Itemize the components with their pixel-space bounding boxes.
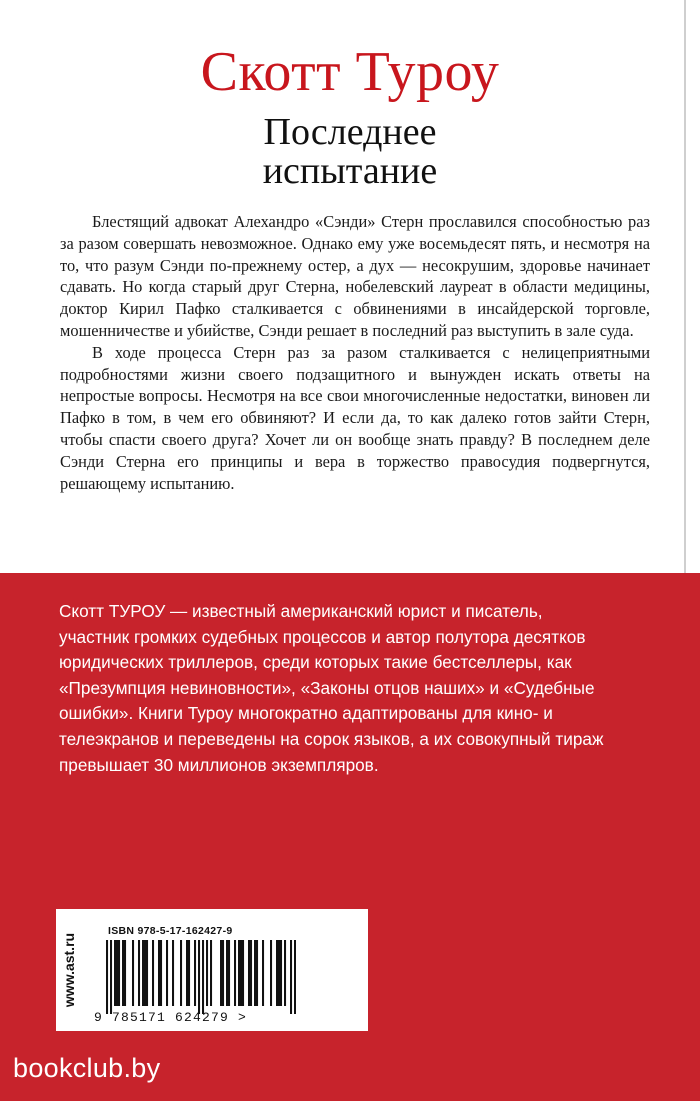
barcode-bar (188, 940, 190, 1006)
barcode-bar (142, 940, 144, 1006)
publisher-site-vertical (56, 909, 82, 1031)
barcode-bar (276, 940, 278, 1006)
barcode-bar (186, 940, 188, 1006)
barcode-bar (172, 940, 174, 1006)
annotation (60, 211, 650, 494)
barcode-bar (234, 940, 236, 1006)
barcode-bar (284, 940, 286, 1006)
barcode-bar (238, 940, 240, 1006)
barcode-bar (206, 940, 208, 1006)
barcode-bar (106, 940, 108, 1014)
ean-number: 9 785171 624279 > (94, 1010, 248, 1025)
barcode-bar (110, 940, 112, 1014)
barcode-bar (228, 940, 230, 1006)
barcode-bar (210, 940, 212, 1006)
barcode-bar (116, 940, 118, 1006)
barcode-bar (242, 940, 244, 1006)
barcode-bar (166, 940, 168, 1006)
bio-line: «Презумпция невиновности», «Законы отцов наших» и «Судебные (59, 677, 595, 698)
barcode-bar (158, 940, 160, 1006)
barcode-bar (226, 940, 228, 1006)
barcode-bar (122, 940, 124, 1006)
barcode-bar (294, 940, 296, 1014)
bio-line: ошибки». Книги Туроу многократно адаптированы для кино- и (59, 703, 553, 724)
barcode-bar (280, 940, 282, 1006)
barcode-bar (124, 940, 126, 1006)
isbn-label: ISBN 978-5-17-162427-9 (108, 925, 233, 937)
publisher-site-text: www.ast.ru (61, 932, 77, 1008)
bio-line: юридических триллеров, среди которых такие бестселлеры, как (59, 652, 572, 673)
barcode-bar (138, 940, 140, 1006)
barcode-bar (240, 940, 242, 1006)
barcode-bar (180, 940, 182, 1006)
barcode-bar (256, 940, 258, 1006)
bio-line: участник громких судебных процессов и автор полутора десятков (59, 626, 586, 647)
barcode-bar (262, 940, 264, 1006)
book-title-line-1: Последнее (263, 111, 437, 153)
barcode-bar (270, 940, 272, 1006)
barcode-bar (152, 940, 154, 1006)
author-bio (59, 599, 649, 778)
barcode-bar (198, 940, 200, 1014)
annotation-paragraph-1: Блестящий адвокат Алехандро «Сэнди» Стерн прославился способностью раз за разом совершать невозможное. Однако ему уже восемьдесят пять, и несмотря на то, что разум Сэнди по-прежнему остер, а дух — несокрушим, здоровье начинает сдавать. Но когда старый друг Стерна, нобелевский лауреат в области медицины, доктор Кирил Пафко сталкивается с обвинениями в инсайдерской торговле, мошенничестве и убийстве, Сэнди решает в последний раз выступить в зале суда. (60, 212, 650, 340)
barcode-bar (290, 940, 292, 1014)
barcode-bar (194, 940, 196, 1006)
barcode-bar (114, 940, 116, 1006)
bio-line: превышает 30 миллионов экземпляров. (59, 754, 379, 775)
bio-line: телеэкранов и переведены на сорок языков, а их совокупный тираж (59, 728, 604, 749)
annotation-paragraph-2: В ходе процесса Стерн раз за разом сталкивается с нелицеприятными подробностями жизни своего подзащитного и вынужден искать ответы на непростые вопросы. Несмотря на все свои многочисленные недостатки, виновен ли Пафко в том, в чем его обвиняют? И если да, то как далеко готов зайти Стерн, чтобы спасти своего друга? Хочет ли он вообще знать правду? В последнем деле Сэнди Стерна его принципы и вера в торжество правосудия подвергнутся, решающему испытанию. (60, 342, 650, 493)
barcode-bar (202, 940, 204, 1014)
cover-bottom-panel (0, 573, 700, 1101)
barcode-bar (146, 940, 148, 1006)
barcode-bar (222, 940, 224, 1006)
barcode-bar (220, 940, 222, 1006)
barcode-bar (278, 940, 280, 1006)
author-name: Скотт Туроу (200, 41, 500, 103)
barcode-bar (248, 940, 250, 1006)
barcode-bar (144, 940, 146, 1006)
barcode-bars (106, 940, 296, 1014)
book-title-line-2: испытание (262, 150, 438, 192)
site-watermark: bookclub.by (13, 1053, 161, 1083)
barcode-bar (118, 940, 120, 1006)
barcode-bar (250, 940, 252, 1006)
barcode-bar (254, 940, 256, 1006)
barcode-block (56, 909, 368, 1031)
barcode-bar (132, 940, 134, 1006)
bio-line: Скотт ТУРОУ — известный американский юрист и писатель, (59, 601, 543, 621)
barcode-bar (160, 940, 162, 1006)
book-title (0, 113, 700, 191)
